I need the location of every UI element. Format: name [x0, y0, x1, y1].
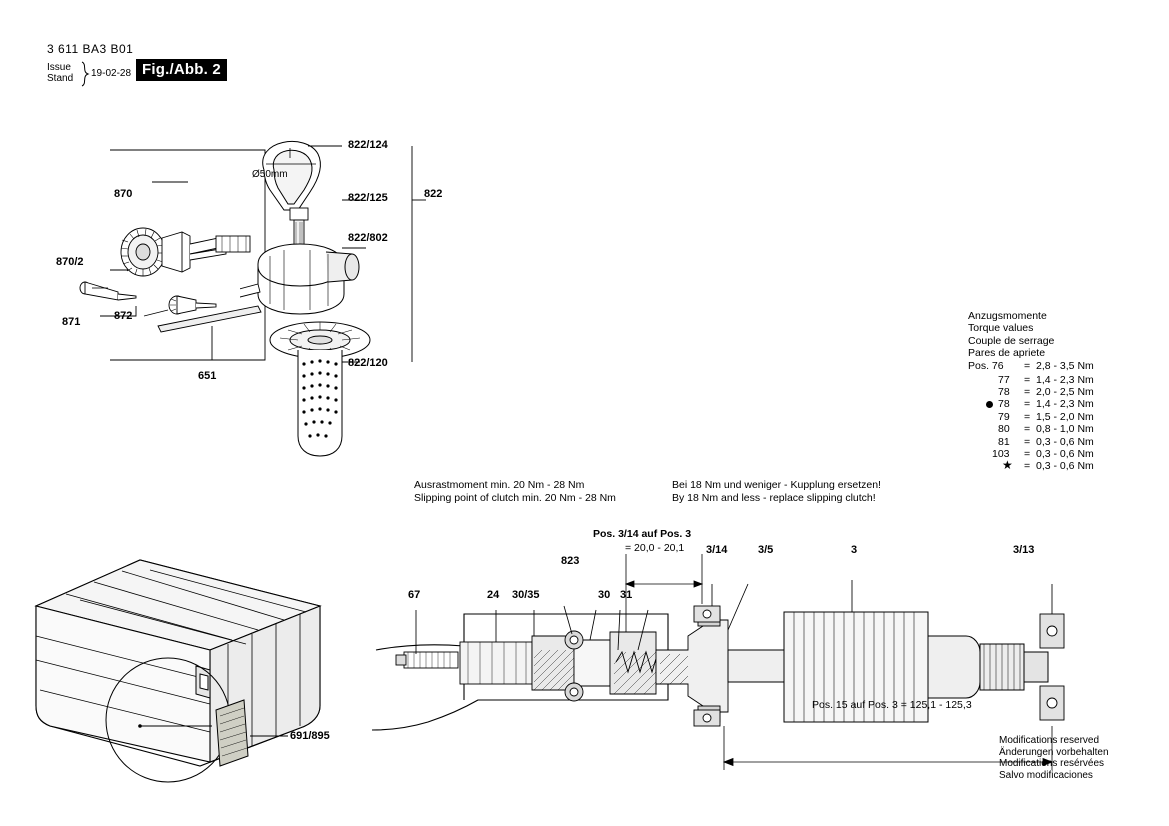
footer-block [999, 735, 1109, 781]
torque-row [968, 448, 1168, 460]
issue-date: 19-02-28 [91, 68, 132, 79]
torque-eq: = [1024, 398, 1031, 411]
callout-822: 822 [424, 188, 443, 200]
dim-top-line1: Pos. 3/14 auf Pos. 3 [593, 528, 692, 540]
torque-pos: 81 [998, 435, 1010, 448]
torque-title-es: Pares de apriete [968, 347, 1046, 360]
callout-870: 870 [114, 188, 133, 200]
issue-label-en: Stand [47, 73, 74, 84]
callout-3-5: 3/5 [758, 544, 774, 556]
torque-row [968, 386, 1168, 398]
callout-67: 67 [408, 589, 421, 601]
callout-691-895: 691/895 [290, 730, 330, 742]
torque-eq: = [1024, 410, 1031, 423]
header-block [47, 42, 133, 56]
torque-dot-marker-icon [986, 401, 993, 408]
callout-871: 871 [62, 316, 81, 328]
gearbox-section-drawing [368, 540, 1068, 790]
torque-value: 0,3 - 0,6 Nm [1036, 460, 1094, 473]
torque-pos: 77 [998, 373, 1010, 386]
torque-row [968, 460, 1168, 472]
callout-822-124: 822/124 [348, 139, 388, 151]
callout-30: 30 [598, 589, 611, 601]
callout-822-802: 822/802 [348, 232, 388, 244]
callout-3-13: 3/13 [1013, 544, 1035, 556]
replace-note-block [672, 479, 881, 504]
torque-title-de: Anzugsmomente [968, 310, 1047, 322]
callout-822-120: 822/120 [348, 357, 388, 369]
torque-value: 0,8 - 1,0 Nm [1036, 423, 1094, 436]
torque-value: 1,5 - 2,0 Nm [1036, 410, 1094, 423]
clutch-note-de: Ausrastmoment min. 20 Nm - 28 Nm [414, 479, 585, 491]
torque-value: 2,0 - 2,5 Nm [1036, 386, 1094, 399]
footer-line-en: Modifications reserved [999, 735, 1100, 746]
issue-label-de: Issue [47, 62, 71, 73]
figure-label: Fig./Abb. 2 [136, 59, 227, 81]
torque-eq: = [1024, 359, 1031, 372]
case-drawing [20, 540, 360, 810]
torque-values-block [968, 310, 1168, 473]
torque-value: 0,3 - 0,6 Nm [1036, 447, 1094, 460]
torque-value: 2,8 - 3,5 Nm [1036, 359, 1094, 372]
clutch-note-block [414, 479, 616, 504]
callout-823: 823 [561, 555, 580, 567]
torque-star-marker-icon: ★ [1002, 458, 1013, 473]
torque-eq: = [1024, 373, 1031, 386]
torque-row [968, 374, 1168, 386]
torque-eq: = [1024, 435, 1031, 448]
callout-651: 651 [198, 370, 217, 382]
torque-pos: 78 [998, 398, 1010, 411]
torque-row [968, 423, 1168, 435]
torque-eq: = [1024, 423, 1031, 436]
torque-eq: = [1024, 447, 1031, 460]
footer-line-es: Salvo modificaciones [999, 769, 1093, 781]
torque-eq: = [1024, 460, 1031, 473]
callout-3-14: 3/14 [706, 544, 728, 556]
callout-diameter: Ø50mm [252, 169, 288, 180]
torque-value: 0,3 - 0,6 Nm [1036, 435, 1094, 448]
torque-title-fr: Couple de serrage [968, 334, 1055, 347]
figure-badge [136, 59, 227, 81]
torque-row [968, 360, 1168, 374]
callout-822-125: 822/125 [348, 192, 388, 204]
torque-title-en: Torque values [968, 322, 1034, 335]
callout-870-2: 870/2 [56, 256, 84, 268]
torque-pos: 79 [998, 410, 1010, 423]
torque-row [968, 411, 1168, 423]
footer-line-fr: Modifications resérvées [999, 758, 1105, 769]
issue-brace-icon [79, 61, 91, 87]
torque-row [968, 398, 1168, 410]
torque-value: 1,4 - 2,3 Nm [1036, 398, 1094, 411]
replace-note-en: By 18 Nm and less - replace slipping clutch! [672, 491, 876, 504]
callout-31: 31 [620, 589, 633, 601]
torque-eq: = [1024, 386, 1031, 399]
replace-note-de: Bei 18 Nm und weniger - Kupplung ersetzen! [672, 479, 881, 491]
part-number: 3 611 BA3 B01 [47, 42, 134, 56]
footer-line-de: Änderungen vorbehalten [999, 746, 1109, 758]
callout-leaders-822 [300, 130, 443, 390]
torque-pos: 78 [998, 386, 1010, 399]
torque-value: 1,4 - 2,3 Nm [1036, 373, 1094, 386]
callout-872: 872 [114, 310, 133, 322]
torque-pos: 80 [998, 423, 1010, 436]
callout-30-35: 30/35 [512, 589, 540, 601]
callout-24: 24 [487, 589, 500, 601]
clutch-note-en: Slipping point of clutch min. 20 Nm - 28 Nm [414, 491, 616, 504]
torque-pos: 103 [992, 447, 1010, 460]
callout-3: 3 [851, 544, 858, 556]
torque-pos: Pos. 76 [968, 359, 1004, 372]
dim-top-line2: = 20,0 - 20,1 [625, 542, 685, 554]
torque-row [968, 436, 1168, 448]
dim-bottom: Pos. 15 auf Pos. 3 = 125,1 - 125,3 [812, 699, 972, 711]
